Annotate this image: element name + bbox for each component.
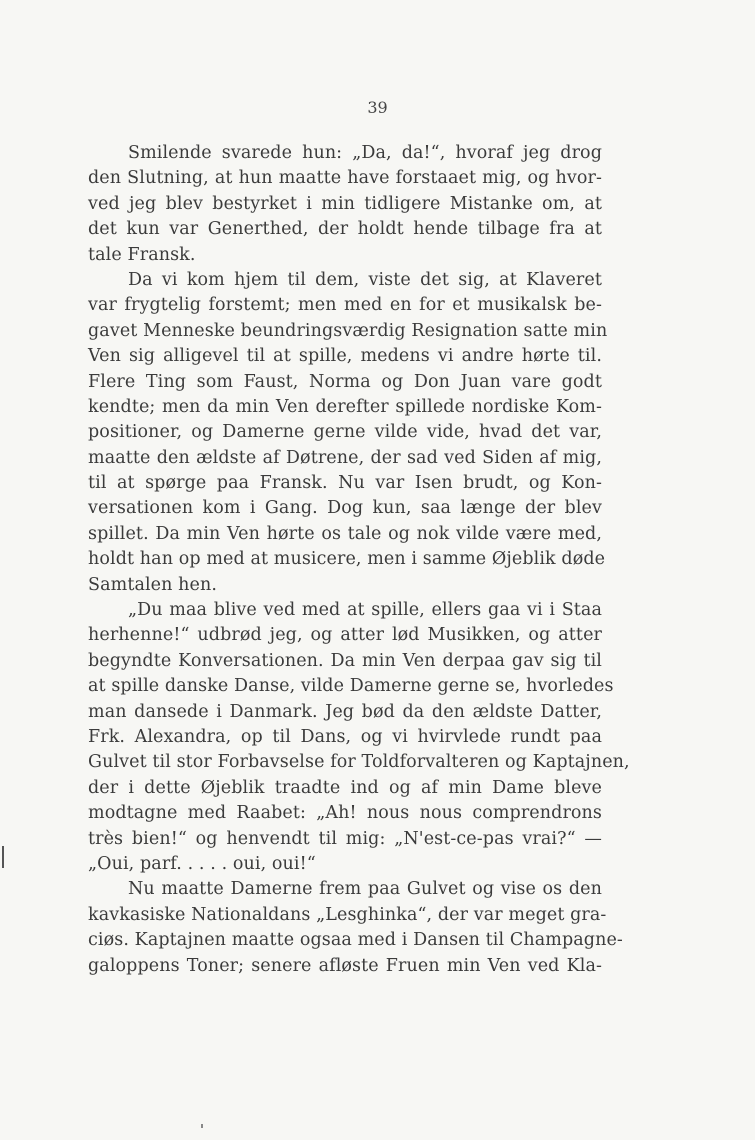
text-line: Smilende svarede hun: „Da, da!“, hvoraf jeg drog	[128, 143, 602, 163]
text-line: der i dette Øjeblik traadte ind og af min Dame bleve	[88, 777, 602, 798]
text-line: positioner, og Damerne gerne vilde vide, hvad det var,	[88, 422, 602, 443]
text-line: maatte den ældste af Døtrene, der sad ved Siden af mig,	[88, 447, 602, 468]
text-line: til at spørge paa Fransk. Nu var Isen brudt, og Kon-	[88, 473, 602, 494]
text-line: man dansede i Danmark. Jeg bød da den ældste Datter,	[88, 701, 602, 722]
text-line: galoppens Toner; senere afløste Fruen min Ven ved Kla-	[88, 955, 602, 976]
text-line: „Du maa blive ved med at spille, ellers gaa vi i Staa	[128, 600, 602, 621]
page-number: 39	[367, 98, 388, 117]
text-line: kavkasiske Nationaldans „Lesghinka“, der var meget gra-	[88, 904, 607, 925]
text-line: tale Fransk.	[88, 244, 196, 265]
text-line: gavet Menneske beundringsværdig Resignation satte min	[88, 320, 608, 341]
text-line: versationen kom i Gang. Dog kun, saa længe der blev	[88, 498, 602, 519]
text-line: Samtalen hen.	[88, 574, 218, 595]
text-line: ciøs. Kaptajnen maatte ogsaa med i Dansen til Champagne-	[88, 930, 623, 951]
text-line: ved jeg blev bestyrket i min tidligere Mistanke om, at	[88, 193, 602, 214]
text-line: Gulvet til stor Forbavselse for Toldforvalteren og Kaptajnen,	[88, 752, 630, 773]
text-line: kendte; men da min Ven derefter spillede nordiske Kom-	[88, 396, 602, 417]
text-line: Ven sig alligevel til at spille, medens vi andre hørte til.	[88, 346, 602, 367]
text-line: herhenne!“ udbrød jeg, og atter lød Musikken, og atter	[88, 625, 602, 646]
body-text	[88, 141, 630, 979]
margin-mark	[2, 846, 4, 868]
text-line: at spille danske Danse, vilde Damerne gerne se, hvorledes	[88, 676, 614, 697]
text-line: Da vi kom hjem til dem, viste det sig, at Klaveret	[128, 269, 602, 290]
text-line: très bien!“ og henvendt til mig: „N'est-ce-pas vrai?“ —	[88, 828, 602, 849]
text-line: Nu maatte Damerne frem paa Gulvet og vise os den	[128, 879, 602, 900]
text-line: den Slutning, at hun maatte have forstaaet mig, og hvor-	[88, 168, 602, 189]
paper-speck	[201, 1124, 203, 1128]
text-line: spillet. Da min Ven hørte os tale og nok vilde være med,	[88, 523, 602, 544]
text-line: var frygtelig forstemt; men med en for et musikalsk be-	[88, 295, 602, 316]
text-line: Flere Ting som Faust, Norma og Don Juan vare godt	[88, 371, 602, 392]
text-line: det kun var Generthed, der holdt hende tilbage fra at	[88, 219, 602, 240]
text-line: Frk. Alexandra, op til Dans, og vi hvirvlede rundt paa	[88, 726, 602, 747]
text-line: begyndte Konversationen. Da min Ven derpaa gav sig til	[88, 650, 602, 671]
text-line: holdt han op med at musicere, men i samme Øjeblik døde	[88, 549, 606, 570]
text-line: modtagne med Raabet: „Ah! nous nous comprendrons	[88, 803, 602, 824]
text-line: „Oui, parf. . . . . oui, oui!“	[88, 853, 316, 874]
